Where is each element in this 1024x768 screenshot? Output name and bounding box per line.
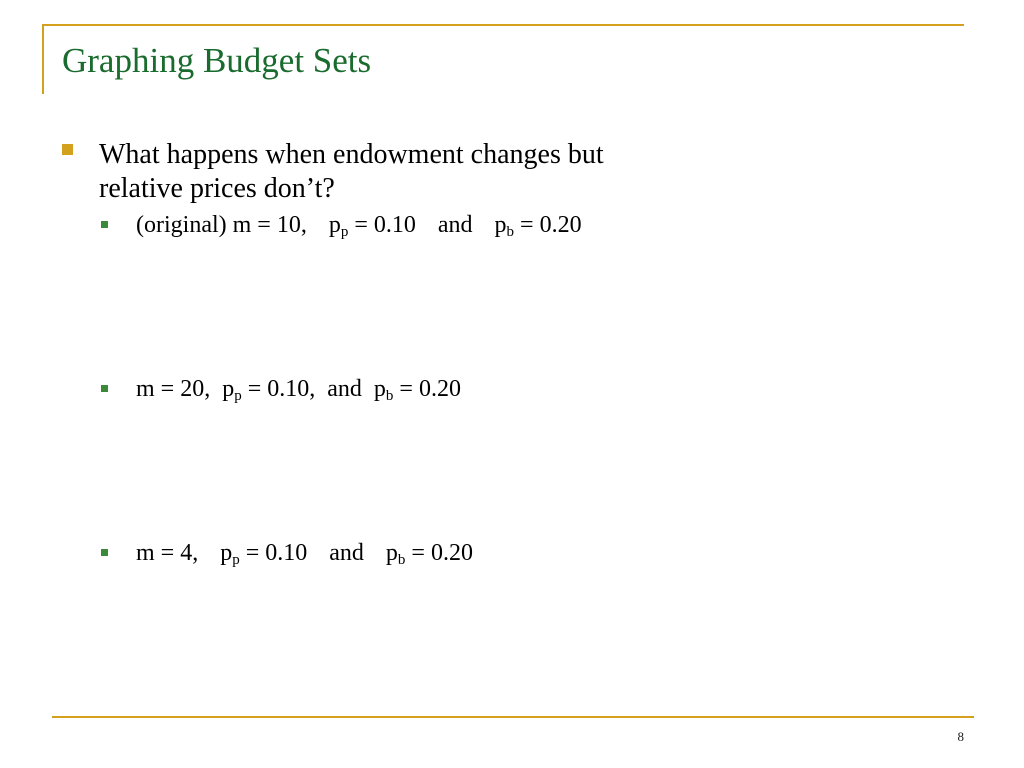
sub-bullet-text xyxy=(136,538,473,568)
endowment-text: m = 20, xyxy=(136,376,211,402)
price-p-value: = 0.10 xyxy=(354,212,416,238)
slide-title: Graphing Budget Sets xyxy=(62,41,372,80)
price-p-value: = 0.10 xyxy=(245,540,308,566)
left-rule xyxy=(42,24,44,94)
price-p-symbol: p xyxy=(220,540,233,566)
price-p-symbol: p xyxy=(328,212,341,238)
square-bullet-icon xyxy=(101,221,108,228)
price-b-subscript: b xyxy=(506,224,515,240)
price-b-value: = 0.20 xyxy=(411,540,473,566)
main-bullet-line-1: What happens when endowment changes but xyxy=(99,139,604,170)
price-b-subscript: b xyxy=(385,388,394,404)
price-b-value: = 0.20 xyxy=(520,212,582,238)
price-p-symbol: p xyxy=(222,376,235,402)
sub-bullet-m20 xyxy=(101,374,461,404)
price-b-value: = 0.20 xyxy=(399,376,461,402)
square-bullet-icon xyxy=(101,549,108,556)
top-rule xyxy=(42,24,964,26)
conjunction: and xyxy=(437,212,473,238)
main-bullet-line-2: relative prices don’t? xyxy=(99,173,335,204)
conjunction: and xyxy=(329,540,364,566)
price-b-symbol: p xyxy=(494,212,507,238)
main-bullet xyxy=(62,138,682,206)
square-bullet-icon xyxy=(62,144,73,155)
price-b-subscript: b xyxy=(397,552,406,568)
sub-bullet-original xyxy=(101,210,582,240)
price-p-subscript: p xyxy=(234,388,242,404)
price-p-value: = 0.10, xyxy=(247,376,316,402)
price-p-subscript: p xyxy=(232,552,240,568)
endowment-text: m = 4, xyxy=(136,540,199,566)
bottom-rule xyxy=(52,716,974,718)
page-number: 8 xyxy=(957,729,964,744)
main-bullet-text xyxy=(99,138,682,206)
sub-bullet-text xyxy=(136,374,461,404)
conjunction: and xyxy=(327,376,362,402)
square-bullet-icon xyxy=(101,385,108,392)
sub-bullet-m4 xyxy=(101,538,473,568)
endowment-text: (original) m = 10, xyxy=(136,212,307,238)
sub-bullet-text xyxy=(136,210,582,240)
price-b-symbol: p xyxy=(373,376,386,402)
price-p-subscript: p xyxy=(340,224,349,240)
price-b-symbol: p xyxy=(385,540,398,566)
